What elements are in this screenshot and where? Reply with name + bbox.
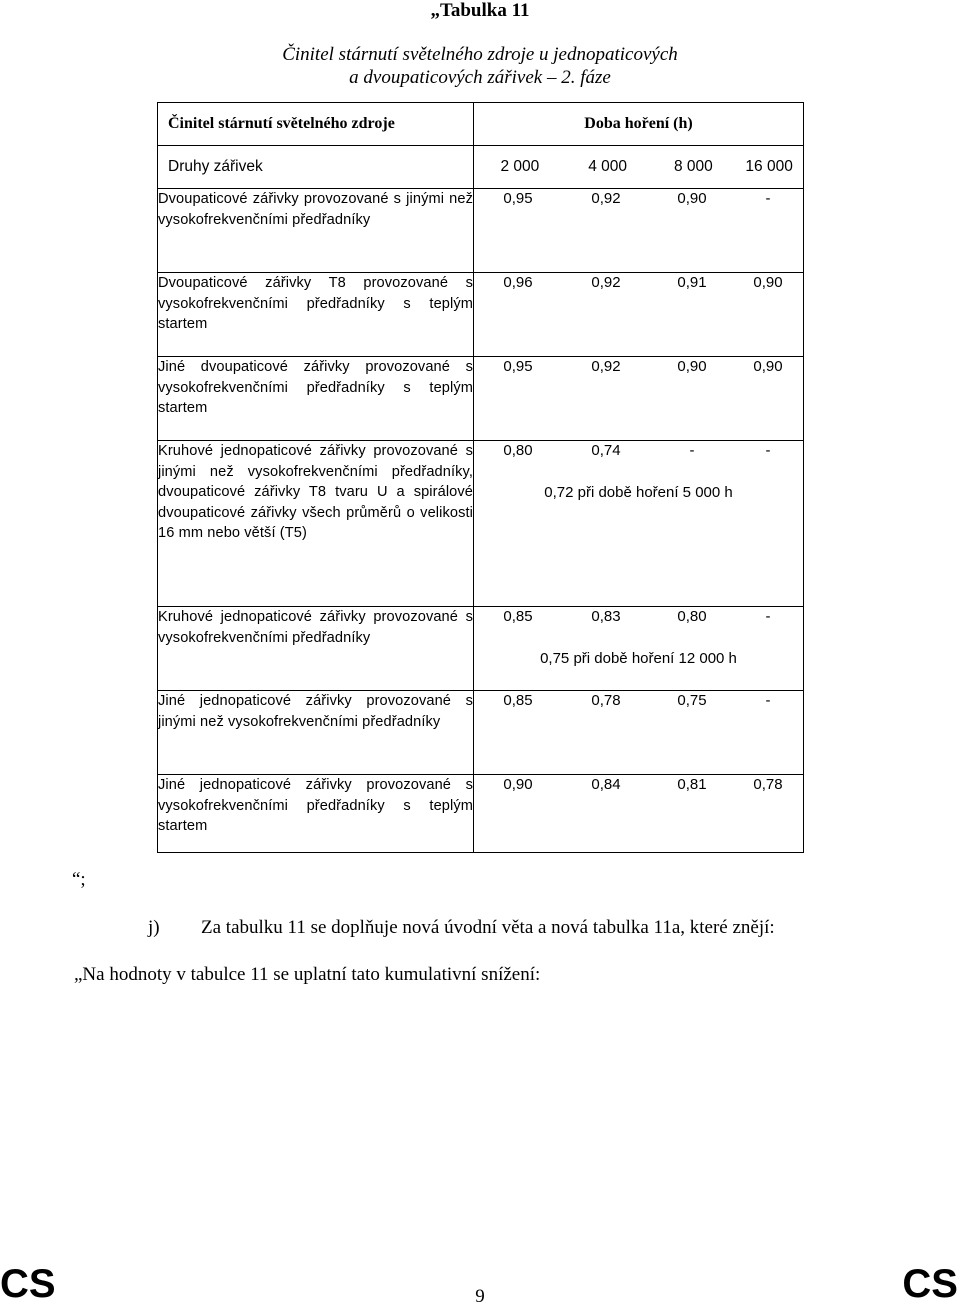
table-row xyxy=(158,357,804,441)
value-note: 0,75 při době hoření 12 000 h xyxy=(540,650,737,667)
value-16000: - xyxy=(765,692,771,709)
subtitle-line-2: a dvoupaticových zářivek – 2. fáze xyxy=(349,67,611,88)
value-2000: 0,80 xyxy=(503,442,533,459)
values-cell xyxy=(474,273,804,357)
value-4000: 0,92 xyxy=(591,190,621,207)
lamp-type-description: Kruhové jednopaticové zářivky provozované s vysokofrekvenčními předřadníky xyxy=(158,607,474,691)
table-row xyxy=(158,273,804,357)
table-row xyxy=(158,775,804,853)
hours-cell xyxy=(474,146,804,189)
value-16000: - xyxy=(765,190,771,207)
value-4000: 0,74 xyxy=(591,442,621,459)
value-2000: 0,85 xyxy=(503,608,533,625)
value-2000: 0,95 xyxy=(503,190,533,207)
hours-8000: 8 000 xyxy=(673,158,713,175)
item-text: Za tabulku 11 se doplňuje nová úvodní věta a nová tabulka 11a, které znějí: xyxy=(201,917,775,938)
value-16000: 0,90 xyxy=(753,274,783,291)
closing-quote: “; xyxy=(72,869,86,890)
subtitle-line-1: Činitel stárnutí světelného zdroje u jednopaticových xyxy=(282,44,678,65)
value-8000: 0,80 xyxy=(677,608,707,625)
value-2000: 0,90 xyxy=(503,776,533,793)
lamp-type-description: Dvoupaticové zářivky T8 provozované s vysokofrekvenčními předřadníky s teplým startem xyxy=(158,273,474,357)
lamp-type-description: Jiné dvoupaticové zářivky provozované s vysokofrekvenčními předřadníky s teplým startem xyxy=(158,357,474,441)
aging-factor-table xyxy=(157,102,804,853)
values-cell xyxy=(474,441,804,607)
value-8000: 0,81 xyxy=(677,776,707,793)
value-4000: 0,92 xyxy=(591,274,621,291)
value-16000: 0,78 xyxy=(753,776,783,793)
col-header-burn-time: Doba hoření (h) xyxy=(474,103,804,146)
table-header-row xyxy=(158,103,804,146)
values-cell xyxy=(474,775,804,853)
value-4000: 0,92 xyxy=(591,358,621,375)
values-cell xyxy=(474,189,804,273)
value-8000: 0,91 xyxy=(677,274,707,291)
page-number: 9 xyxy=(475,1286,485,1307)
values-cell xyxy=(474,357,804,441)
intro-paragraph: „Na hodnoty v tabulce 11 se uplatní tato kumulativní snížení: xyxy=(74,964,541,985)
value-note: 0,72 při době hoření 5 000 h xyxy=(544,484,733,501)
values-cell xyxy=(474,691,804,775)
table-row xyxy=(158,607,804,691)
hours-2000: 2 000 xyxy=(500,158,540,175)
hours-4000: 4 000 xyxy=(588,158,627,175)
item-letter: j) xyxy=(148,917,160,938)
table-hours-row xyxy=(158,146,804,189)
value-16000: 0,90 xyxy=(753,358,783,375)
table-row xyxy=(158,691,804,775)
value-8000: - xyxy=(689,442,695,459)
table-row xyxy=(158,441,804,607)
value-4000: 0,78 xyxy=(591,692,621,709)
value-2000: 0,96 xyxy=(503,274,533,291)
col-header-aging-factor: Činitel stárnutí světelného zdroje xyxy=(158,103,474,146)
value-8000: 0,90 xyxy=(677,358,707,375)
lamp-type-description: Jiné jednopaticové zářivky provozované s vysokofrekvenčními předřadníky s teplým startem xyxy=(158,775,474,853)
table-row xyxy=(158,189,804,273)
value-8000: 0,90 xyxy=(677,190,707,207)
lamp-type-description: Jiné jednopaticové zářivky provozované s jinými než vysokofrekvenčními předřadníky xyxy=(158,691,474,775)
language-code-left: CS xyxy=(0,1262,56,1306)
value-2000: 0,85 xyxy=(503,692,533,709)
value-8000: 0,75 xyxy=(677,692,707,709)
lamp-type-description: Dvoupaticové zářivky provozované s jinými než vysokofrekvenčními předřadníky xyxy=(158,189,474,273)
language-code-right: CS xyxy=(902,1262,958,1306)
values-cell xyxy=(474,607,804,691)
value-16000: - xyxy=(765,608,771,625)
lamp-type-description: Kruhové jednopaticové zářivky provozované s jinými než vysokofrekvenčními předřadníky, dvoupaticové zářivky T8 tvaru U a spirálové dvoupaticové zářivky všech průměrů o velikosti 16 mm nebo větší (T5) xyxy=(158,441,474,607)
value-4000: 0,83 xyxy=(591,608,621,625)
row-header-lamp-types: Druhy zářivek xyxy=(158,146,474,189)
value-4000: 0,84 xyxy=(591,776,621,793)
value-16000: - xyxy=(765,442,771,459)
hours-16000: 16 000 xyxy=(745,158,793,175)
table-title: „Tabulka 11 xyxy=(430,0,530,21)
table-subtitle xyxy=(0,43,960,89)
value-2000: 0,95 xyxy=(503,358,533,375)
